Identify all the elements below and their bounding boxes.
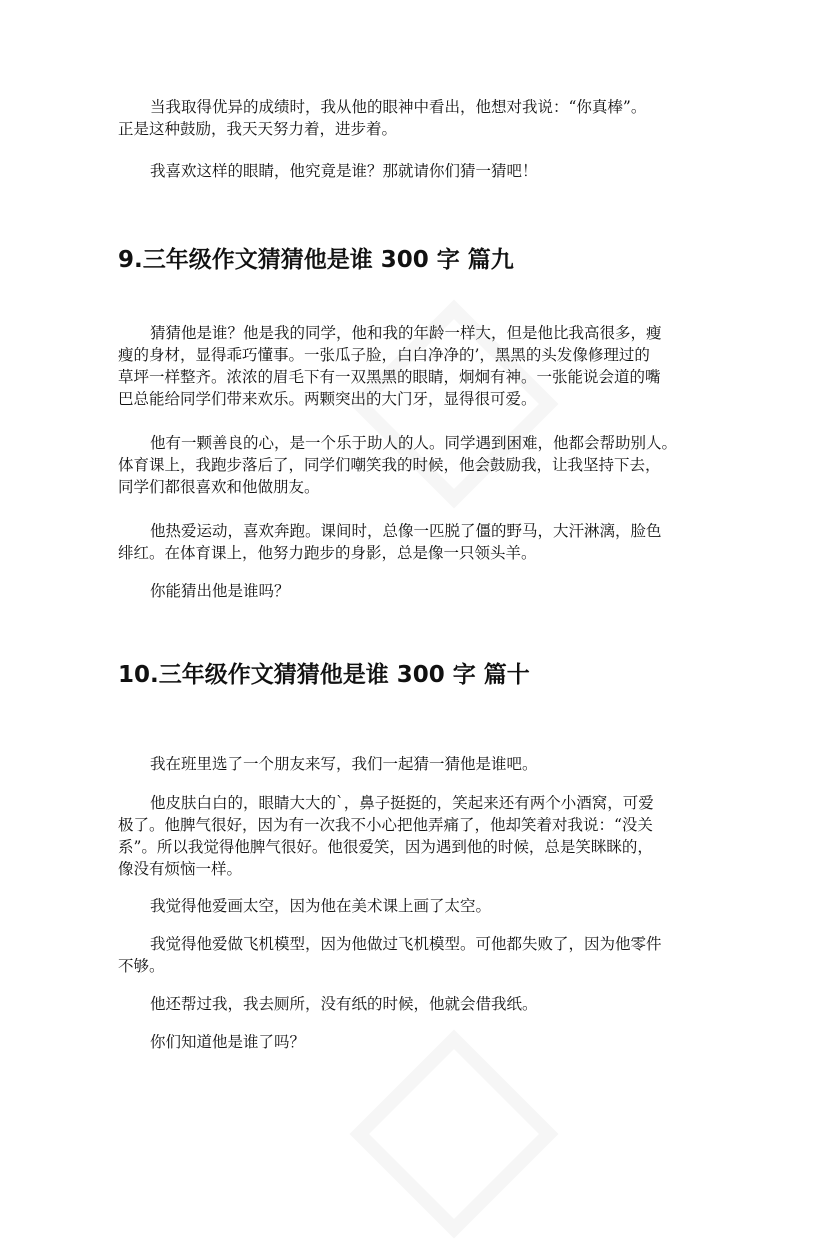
paragraph [118, 933, 718, 977]
text-line: 他还帮过我，我去厕所，没有纸的时候，他就会借我纸。 [150, 995, 538, 1013]
text-line: 体育课上，我跑步落后了，同学们嘲笑我的时候，他会鼓励我，让我坚持下去， [118, 456, 661, 474]
section-heading-10: 10.三年级作文猜猜他是谁 300 字 篇十 [118, 662, 530, 688]
paragraph [118, 520, 718, 564]
paragraph [118, 580, 718, 602]
section-heading-9: 9.三年级作文猜猜他是谁 300 字 篇九 [118, 247, 514, 273]
text-line: 猜猜他是谁？他是我的同学，他和我的年龄一样大，但是他比我高很多，瘦 [150, 324, 662, 342]
text-line: 绯红。在体育课上，他努力跑步的身影，总是像一只领头羊。 [118, 544, 537, 562]
text-line: 系”。所以我觉得他脾气很好。他很爱笑，因为遇到他的时候，总是笑眯眯的， [118, 838, 653, 856]
text-line: 不够。 [118, 957, 165, 975]
text-line: 正是这种鼓励，我天天努力着，进步着。 [118, 120, 398, 138]
paragraph [118, 895, 718, 917]
text-line: 我在班里选了一个朋友来写，我们一起猜一猜他是谁吧。 [150, 755, 538, 773]
text-line: 他有一颗善良的心，是一个乐于助人的人。同学遇到困难，他都会帮助别人。 [150, 434, 678, 452]
paragraph [118, 993, 718, 1015]
text-line: 我喜欢这样的眼睛，他究竟是谁？那就请你们猜一猜吧！ [150, 162, 538, 180]
text-line: 瘦的身材，显得乖巧懂事。一张瓜子脸，白白净净的’，黑黑的头发像修理过的 [118, 346, 650, 364]
paragraph [118, 96, 718, 140]
watermark [349, 1029, 558, 1238]
text-line: 我觉得他爱做飞机模型，因为他做过飞机模型。可他都失败了，因为他零件 [150, 935, 662, 953]
paragraph [118, 322, 718, 410]
text-line: 你能猜出他是谁吗？ [150, 582, 290, 600]
paragraph [118, 160, 718, 182]
text-line: 他热爱运动，喜欢奔跑。课间时，总像一匹脱了僵的野马，大汗淋漓，脸色 [150, 522, 662, 540]
text-line: 他皮肤白白的，眼睛大大的`，鼻子挺挺的，笑起来还有两个小酒窝，可爱 [150, 794, 654, 812]
text-line: 同学们都很喜欢和他做朋友。 [118, 478, 320, 496]
paragraph [118, 1031, 718, 1053]
paragraph [118, 792, 718, 880]
text-line: 我觉得他爱画太空，因为他在美术课上画了太空。 [150, 897, 492, 915]
text-line: 你们知道他是谁了吗？ [150, 1033, 306, 1051]
text-line: 草坪一样整齐。浓浓的眉毛下有一双黑黑的眼睛，炯炯有神。一张能说会道的嘴 [118, 368, 661, 386]
paragraph [118, 432, 718, 498]
text-line: 巴总能给同学们带来欢乐。两颗突出的大门牙，显得很可爱。 [118, 390, 537, 408]
text-line: 像没有烦恼一样。 [118, 860, 243, 878]
text-line: 当我取得优异的成绩时，我从他的眼神中看出，他想对我说：“你真棒”。 [150, 98, 647, 116]
paragraph [118, 753, 718, 775]
text-line: 极了。他脾气很好，因为有一次我不小心把他弄痛了，他却笑着对我说：“没关 [118, 816, 653, 834]
